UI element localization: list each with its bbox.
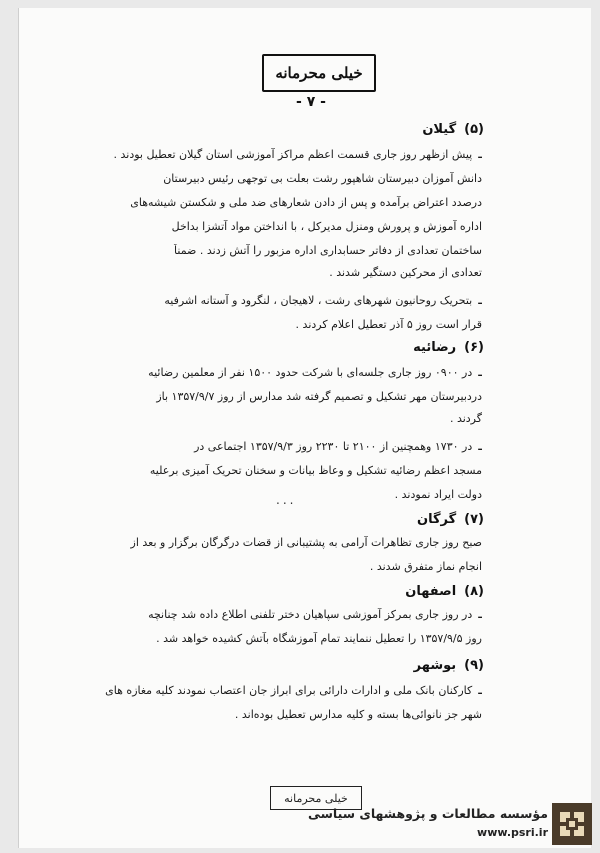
section-title <box>413 340 484 355</box>
classification-stamp: خیلی محرمانه <box>262 54 376 92</box>
text-line: روز ۱۳۵۷/۹/۵ را تعطیل ننمایند تمام آموزشگاه بآتش کشیده خواهد شد . <box>156 632 482 645</box>
section-number: (۵) <box>464 122 484 137</box>
section-name: بوشهر <box>413 658 457 673</box>
text-line: صبح روز جاری تظاهرات آرامی به پشتیبانی از قضات درگرگان برگزار و بعد از <box>130 536 482 549</box>
institute-name: مؤسسه مطالعات و پژوهشهای سیاسی <box>307 806 548 821</box>
text-line: ـدر ۰۹۰۰ روز جاری جلسه‌ای با شرکت حدود ۱۵۰۰ نفر از معلمین رضائیه <box>148 366 482 379</box>
section-number: (۸) <box>464 584 484 599</box>
text-line: ـبتحریک روحانیون شهرهای رشت ، لاهیجان ، لنگرود و آستانه اشرفیه <box>164 294 482 307</box>
text-line: ـکارکنان بانک ملی و ادارات دارائی برای ابراز جان اعتصاب نمودند کلیه مغازه های <box>105 684 482 697</box>
document-page <box>18 8 591 848</box>
bullet-dash-icon: ـ <box>478 294 482 307</box>
text-line: مسجد اعظم رضائیه تشکیل و وعاظ بیانات و سخنان تحریک آمیزی برعلیه <box>149 464 482 477</box>
text-line: شهر جز نانوائی‌ها بسته و کلیه مدارس تعطیل بوده‌اند . <box>234 708 482 721</box>
page-number: - ۷ - <box>296 94 326 110</box>
text-line: ساختمان تعدادی از دفاتر حسابداری اداره مزبور را آتش زدند . ضمناً <box>174 244 482 257</box>
bullet-dash-icon: ـ <box>478 684 482 697</box>
text-line: دانش آموزان دبیرستان شاهپور رشت بعلت بی توجهی رئیس دبیرستان <box>163 172 482 185</box>
section-title <box>417 512 484 527</box>
psri-logo-icon <box>552 803 592 845</box>
text-line: گردند . <box>449 412 482 425</box>
section-title <box>422 122 484 137</box>
text-line: ـدر ۱۷۳۰ وهمچنین از ۲۱۰۰ تا ۲۲۳۰ روز ۱۳۵۷/۹/۳ اجتماعی در <box>194 440 482 453</box>
text-line: قرار است روز ۵ آذر تعطیل اعلام کردند . <box>295 318 482 331</box>
text-line: ـدر روز جاری بمرکز آموزشی سپاهیان دختر تلفنی اطلاع داده شد چنانچه <box>148 608 482 621</box>
section-number: (۶) <box>464 340 484 355</box>
section-title <box>405 584 484 599</box>
text-line: ـپیش ازظهر روز جاری قسمت اعظم مراکز آموزشی استان گیلان تعطیل بودند . <box>113 148 482 161</box>
section-name: گرگان <box>416 512 457 527</box>
text-line: درصدد اعتراض برآمده و پس از دادن شعارهای ضد ملی و شکستن شیشه‌های <box>130 196 482 209</box>
bullet-dash-icon: ـ <box>478 608 482 621</box>
text-line: انجام نماز متفرق شدند . <box>369 560 482 573</box>
section-name: اصفهان <box>405 584 457 599</box>
continuation-dots: ... <box>276 493 297 507</box>
bullet-dash-icon: ـ <box>478 440 482 453</box>
footer-classification-stamp: خیلی محرمانه <box>270 786 362 810</box>
text-line: تعدادی از محرکین دستگیر شدند . <box>329 266 482 279</box>
bullet-dash-icon: ـ <box>478 366 482 379</box>
bullet-dash-icon: ـ <box>478 148 482 161</box>
section-name: گیلان <box>422 122 457 137</box>
section-name: رضائیه <box>413 340 457 355</box>
text-line: دردبیرستان مهر تشکیل و تصمیم گرفته شد مدارس از روز ۱۳۵۷/۹/۷ باز <box>156 390 482 403</box>
text-line: دولت ایراد نمودند . <box>394 488 482 501</box>
logo-knot-icon <box>556 808 588 840</box>
institute-url: www.psri.ir <box>477 826 548 839</box>
section-number: (۷) <box>464 512 484 527</box>
section-title <box>414 658 484 673</box>
text-line: اداره آموزش و پرورش ومنزل مدیرکل ، با انداختن مواد آتشزا بداخل <box>171 220 482 233</box>
section-number: (۹) <box>464 658 484 673</box>
